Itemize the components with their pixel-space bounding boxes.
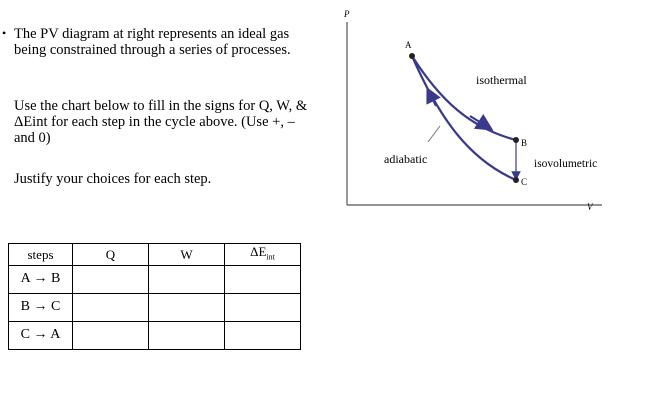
instructions-text: Use the chart below to fill in the signs for Q, W, & ΔEint for each step in the cycle above. (Use +, – and 0) (14, 98, 308, 146)
isothermal-label: isothermal (476, 73, 527, 87)
header-delta-e: ΔE (250, 244, 267, 259)
w-cell[interactable] (149, 265, 225, 293)
header-int-subscript: int (266, 252, 275, 262)
v-axis-label: V (587, 202, 593, 212)
point-c (513, 177, 519, 183)
point-b-label: B (521, 138, 528, 148)
signs-table (8, 243, 301, 350)
point-b (513, 137, 519, 143)
eint-cell[interactable] (225, 293, 301, 321)
p-axis-label: P (344, 9, 350, 19)
header-w: W (149, 244, 225, 266)
w-cell[interactable] (149, 321, 225, 349)
q-cell[interactable] (73, 293, 149, 321)
header-steps: steps (9, 244, 73, 266)
point-c-label: C (521, 177, 528, 187)
step-label: A → B (9, 265, 73, 293)
intro-paragraph: The PV diagram at right represents an ideal gas being constrained through a series of processes. (14, 26, 291, 58)
q-cell[interactable] (73, 265, 149, 293)
header-delta-eint (225, 244, 301, 266)
w-cell[interactable] (149, 293, 225, 321)
header-q: Q (73, 244, 149, 266)
step-label: C → A (9, 321, 73, 349)
isothermal-curve (412, 56, 516, 140)
point-a (409, 53, 415, 59)
eint-cell[interactable] (225, 321, 301, 349)
instructions-paragraph (14, 98, 314, 146)
table-row (9, 265, 301, 293)
step-label: B → C (9, 293, 73, 321)
eint-cell[interactable] (225, 265, 301, 293)
table-header-row (9, 244, 301, 266)
adiabatic-pointer (428, 126, 440, 142)
table-row (9, 293, 301, 321)
isovolumetric-label: isovolumetric (534, 158, 598, 170)
q-cell[interactable] (73, 321, 149, 349)
point-a-label: A (405, 40, 412, 50)
table-row (9, 321, 301, 349)
pv-diagram (330, 0, 640, 220)
adiabatic-label: adiabatic (384, 152, 428, 166)
justify-paragraph: Justify your choices for each step. (14, 171, 212, 187)
bullet-marker: • (2, 26, 7, 40)
